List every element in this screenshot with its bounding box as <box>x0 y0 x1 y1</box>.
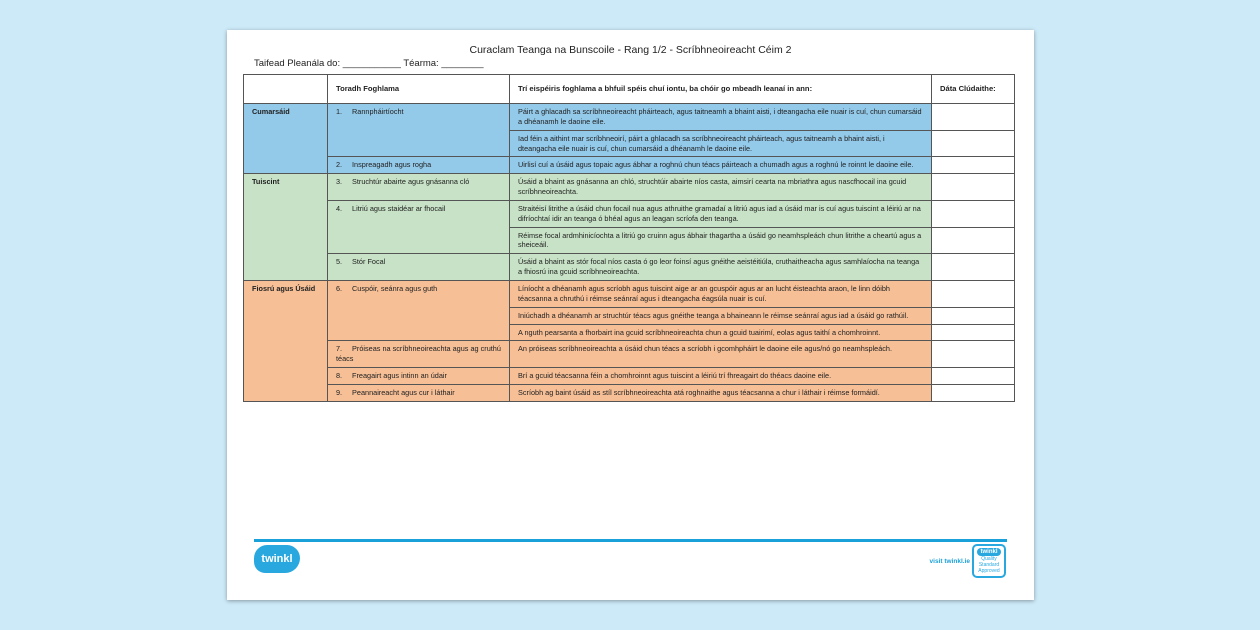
outcome-label: Cuspóir, seánra agus guth <box>352 283 438 293</box>
outcome-label: Stór Focal <box>352 257 386 267</box>
outcome-cell <box>328 200 510 253</box>
outcome-cell <box>328 157 510 174</box>
header-outcome: Toradh Foghlama <box>328 75 510 104</box>
document-title: Curaclam Teanga na Bunscoile - Rang 1/2 - Scríbhneoireacht Céim 2 <box>469 44 792 56</box>
strand-understanding: Tuiscint <box>244 174 328 281</box>
curriculum-table <box>243 74 1015 402</box>
date-covered-cell[interactable] <box>932 384 1015 401</box>
table-row <box>244 368 1015 385</box>
table-row <box>244 254 1015 281</box>
outcome-number: 3. <box>336 177 343 187</box>
outcome-cell <box>328 104 510 157</box>
outcome-cell <box>328 254 510 281</box>
date-covered-cell[interactable] <box>932 254 1015 281</box>
date-covered-cell[interactable] <box>932 200 1015 227</box>
experience-cell: Úsáid a bhaint as stór focal níos casta ó go leor foinsí agus gnéithe aeistéitiúla, cruthaitheacha agus samhlaíocha na teanga a fhiosrú ina gcuid scríbhneoireachta. <box>510 254 932 281</box>
date-covered-cell[interactable] <box>932 130 1015 157</box>
outcome-label: Struchtúr abairte agus gnásanna cló <box>352 177 470 187</box>
date-covered-cell[interactable] <box>932 104 1015 131</box>
outcome-cell <box>328 174 510 201</box>
date-covered-cell[interactable] <box>932 227 1015 254</box>
experience-cell: Iniúchadh a dhéanamh ar struchtúr téacs agus gnéithe teanga a bhaineann le réimse seánraí agus iad a úsáid go rathúil. <box>510 307 932 324</box>
date-covered-cell[interactable] <box>932 174 1015 201</box>
date-covered-cell[interactable] <box>932 341 1015 368</box>
table-row <box>244 157 1015 174</box>
experience-cell: A nguth pearsanta a fhorbairt ina gcuid scríbhneoireachta chun a gcuid tuairimí, eolas agus taithí a chomhroinnt. <box>510 324 932 341</box>
strand-exploration-and-use: Fiosrú agus Úsáid <box>244 280 328 401</box>
quality-badge-icon <box>972 544 1006 578</box>
worksheet-page <box>227 30 1034 600</box>
outcome-number: 4. <box>336 203 343 213</box>
header-date: Dáta Clúdaithe: <box>932 75 1015 104</box>
experience-cell: Iad féin a aithint mar scríbhneoirí, páirt a ghlacadh sa scríbhneoireacht pháirteach, agus taitneamh a bhaint aisti, i dteangacha eile nuair is cuí, chun cumarsáid a dhéanamh le daoine eile. <box>510 130 932 157</box>
outcome-number: 1. <box>336 107 343 116</box>
outcome-label: Freagairt agus intinn an údair <box>352 371 447 381</box>
badge-text: Quality Standard Approved <box>978 556 1000 574</box>
date-covered-cell[interactable] <box>932 307 1015 324</box>
planning-record-line: Taifead Pleanála do: ___________ Téarma: ________ <box>254 58 484 69</box>
experience-cell: Páirt a ghlacadh sa scríbhneoireacht pháirteach, agus taitneamh a bhaint aisti, i dteangacha eile nuair is cuí, chun cumarsáid a dhéanamh le daoine eile. <box>510 104 932 131</box>
table-row <box>244 200 1015 227</box>
date-covered-cell[interactable] <box>932 368 1015 385</box>
header-strand <box>244 75 328 104</box>
experience-cell: Úsáid a bhaint as gnásanna an chló, struchtúir abairte níos casta, aimsirí cearta na mbriathra agus nascfhocail ina gcuid scríbhneoireachta. <box>510 174 932 201</box>
outcome-cell <box>328 280 510 340</box>
experience-cell: An próiseas scríbhneoireachta a úsáid chun téacs a scríobh i gcomhpháirt le daoine eile agus/nó go neamhspleách. <box>510 341 932 368</box>
outcome-cell <box>328 384 510 401</box>
outcome-cell <box>328 368 510 385</box>
date-covered-cell[interactable] <box>932 157 1015 174</box>
table-row <box>244 341 1015 368</box>
outcome-label: Inspreagadh agus rogha <box>352 160 432 170</box>
strand-communication: Cumarsáid <box>244 104 328 174</box>
experience-cell: Réimse focal ardmhinicíochta a litriú go cruinn agus ábhair thagartha a úsáid go neamhspleách chun litrithe a cheartú agus a sheiceáil. <box>510 227 932 254</box>
outcome-cell <box>328 341 510 368</box>
footer-divider <box>254 539 1007 542</box>
header-experiences: Trí eispéiris foghlama a bhfuil spéis chuí iontu, ba chóir go mbeadh leanaí in ann: <box>510 75 932 104</box>
outcome-number: 2. <box>336 160 343 170</box>
badge-logo: twinkl <box>977 548 1000 556</box>
experience-cell: Brí a gcuid téacsanna féin a chomhroinnt agus tuiscint a léiriú trí fhreagairt do théacs daoine eile. <box>510 368 932 385</box>
experience-cell: Straitéisí litrithe a úsáid chun focail nua agus athruithe gramadaí a litriú agus iad a úsáid mar is cuí agus tuiscint a léiriú ar na difríochtaí idir an teanga ó bhéal agus an leagan scríofa den teanga. <box>510 200 932 227</box>
outcome-number: 9. <box>336 387 343 397</box>
visit-link[interactable]: visit twinkl.ie <box>929 558 970 565</box>
outcome-label: Peannaireacht agus cur i láthair <box>352 387 455 397</box>
outcome-number: 5. <box>336 257 343 267</box>
date-covered-cell[interactable] <box>932 324 1015 341</box>
experience-cell: Líníocht a dhéanamh agus scríobh agus tuiscint aige ar an gcuspóir agus ar an lucht éisteachta araon, le linn dóibh téacsanna a chruthú i réimse seánraí agus i dteangacha éagsúla nuair is cuí. <box>510 280 932 307</box>
table-header-row <box>244 75 1015 104</box>
table-row <box>244 280 1015 307</box>
outcome-label: Próiseas na scríbhneoireachta agus ag cruthú téacs <box>336 344 501 364</box>
experience-cell: Scríobh ag baint úsáid as stíl scríbhneoireachta atá roghnaithe agus téacsanna a chur i láthair i réimse formáidí. <box>510 384 932 401</box>
outcome-label: Litriú agus staidéar ar fhocail <box>352 203 446 213</box>
table-row <box>244 104 1015 131</box>
table-row <box>244 384 1015 401</box>
outcome-label: Rannpháirtíocht <box>352 107 404 116</box>
experience-cell: Uirlisí cuí a úsáid agus topaic agus ábhar a roghnú chun téacs páirteach a chumadh agus a roghnú le roinnt le daoine eile. <box>510 157 932 174</box>
table-row <box>244 174 1015 201</box>
outcome-number: 8. <box>336 371 343 381</box>
twinkl-logo: twinkl <box>254 545 300 573</box>
outcome-number: 6. <box>336 283 343 293</box>
outcome-number: 7. <box>336 344 343 354</box>
date-covered-cell[interactable] <box>932 280 1015 307</box>
